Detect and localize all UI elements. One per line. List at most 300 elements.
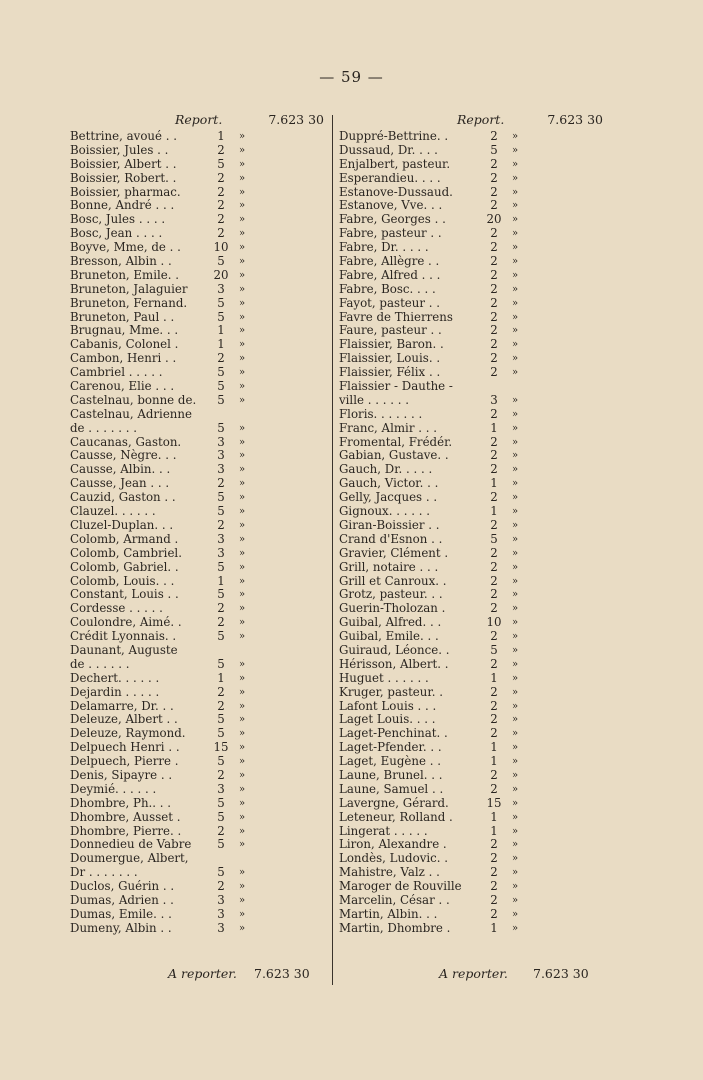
entry-name: Donnedieu de Vabre (70, 838, 192, 852)
entry-name: Gabian, Gustave. . (339, 449, 449, 463)
entry-name: Cordesse . . . . . (70, 602, 163, 616)
entry-amount: 5 (217, 712, 225, 727)
entry-amount: 2 (217, 351, 225, 366)
entry-name: Boissier, Albert . . (70, 157, 177, 171)
list-item (70, 172, 324, 186)
list-item (70, 130, 324, 144)
entry-name: Flaissier, Baron. . (339, 338, 444, 352)
entry-name: Boissier, Robert. . (70, 171, 177, 185)
entry-amount: 2 (217, 142, 225, 157)
entry-decimal: » (511, 603, 519, 615)
entry-decimal: » (511, 825, 519, 837)
list-item (339, 241, 595, 255)
entry-amount: 3 (217, 920, 225, 935)
entry-name: Guerin-Tholozan . (339, 602, 446, 616)
list-item (339, 811, 595, 825)
entry-amount: 1 (490, 420, 498, 435)
entry-decimal: » (511, 728, 519, 740)
entry-decimal: » (238, 686, 246, 698)
entry-decimal: » (238, 811, 246, 823)
entry-name: Enjalbert, pasteur. (339, 157, 451, 171)
entry-name: Bosc, Jules . . . . (70, 213, 166, 227)
entry-decimal: » (238, 728, 246, 740)
entry-name: de . . . . . . . (70, 421, 138, 435)
entry-decimal: » (238, 172, 246, 184)
entry-decimal: » (238, 839, 246, 851)
entry-amount: 2 (490, 865, 498, 880)
entry-name: Fabre, Bosc. . . . (339, 282, 436, 296)
entry-amount: 3 (217, 281, 225, 296)
entry-amount: 3 (217, 462, 225, 477)
list-item (339, 630, 595, 644)
entry-amount: 1 (217, 337, 225, 352)
entry-decimal: » (511, 297, 519, 309)
entry-amount: 2 (490, 295, 498, 310)
entry-amount: 1 (490, 504, 498, 519)
list-item (339, 477, 595, 491)
entry-decimal: » (511, 269, 519, 281)
entry-name: Laget Louis. . . . (339, 713, 436, 727)
entry-name: Gelly, Jacques . . (339, 491, 438, 505)
entry-amount: 2 (490, 240, 498, 255)
list-item (70, 658, 324, 672)
entry-decimal: » (511, 172, 519, 184)
entry-amount: 2 (490, 684, 498, 699)
footer-value: 7.623 30 (533, 966, 589, 981)
entry-name: Flaissier, Louis. . (339, 352, 441, 366)
entry-decimal: » (511, 922, 519, 934)
entry-name: Boyve, Mme, de . . (70, 241, 181, 255)
carry-value: 7.623 30 (547, 112, 603, 127)
entry-amount: 5 (217, 629, 225, 644)
list-item (339, 755, 595, 769)
entry-amount: 2 (490, 851, 498, 866)
entry-amount: 2 (490, 767, 498, 782)
entry-decimal: » (238, 922, 246, 934)
entry-decimal: » (238, 700, 246, 712)
entry-decimal: » (238, 881, 246, 893)
entry-decimal: » (511, 631, 519, 643)
entry-decimal: » (511, 464, 519, 476)
entry-amount: 5 (217, 754, 225, 769)
entry-name: Dhombre, Ph.. . . (70, 796, 172, 810)
entry-decimal: » (511, 422, 519, 434)
entry-name: Guiraud, Léonce. . (339, 643, 450, 657)
list-item (339, 866, 595, 880)
entry-amount: 1 (217, 573, 225, 588)
entry-decimal: » (238, 547, 246, 559)
entry-amount: 5 (217, 254, 225, 269)
entry-decimal: » (238, 783, 246, 795)
entry-amount: 2 (217, 226, 225, 241)
carry-label: Report. (175, 112, 223, 127)
entry-amount: 2 (217, 601, 225, 616)
list-item (70, 297, 324, 311)
entry-decimal: » (238, 825, 246, 837)
list-item (70, 533, 324, 547)
list-item (70, 644, 324, 658)
entry-name: Deleuze, Raymond. (70, 727, 186, 741)
list-item (70, 755, 324, 769)
entry-amount: 5 (217, 379, 225, 394)
list-item (339, 713, 595, 727)
entry-decimal: » (511, 200, 519, 212)
entry-amount: 2 (490, 226, 498, 241)
entry-amount: 5 (217, 809, 225, 824)
entry-name: Fabre, Georges . . (339, 213, 446, 227)
list-item (339, 616, 595, 630)
entry-decimal: » (238, 186, 246, 198)
list-item (70, 338, 324, 352)
entry-decimal: » (511, 742, 519, 754)
entry-decimal: » (238, 214, 246, 226)
entry-decimal: » (511, 214, 519, 226)
list-item (339, 825, 595, 839)
entry-decimal: » (238, 478, 246, 490)
entry-decimal: » (511, 672, 519, 684)
entry-name: Gignoux. . . . . . (339, 505, 430, 519)
list-item (70, 616, 324, 630)
entry-amount: 5 (490, 642, 498, 657)
list-item (70, 700, 324, 714)
entry-amount: 2 (490, 198, 498, 213)
list-item (70, 575, 324, 589)
entry-amount: 5 (490, 142, 498, 157)
entry-name: Favre de Thierrens (339, 310, 453, 324)
entry-decimal: » (511, 339, 519, 351)
list-item (70, 422, 324, 436)
list-item (70, 255, 324, 269)
entry-amount: 2 (490, 587, 498, 602)
entry-name: Gauch, Victor. . . (339, 477, 439, 491)
entry-name: Flaissier - Dauthe - (339, 380, 453, 394)
entry-name: Dhombre, Pierre. . (70, 824, 182, 838)
list-item (70, 894, 324, 908)
entry-decimal: » (511, 783, 519, 795)
entry-amount: 2 (490, 559, 498, 574)
entry-name: Bonne, André . . . (70, 199, 175, 213)
entry-name: Bosc, Jean . . . . (70, 227, 163, 241)
entry-decimal: » (511, 228, 519, 240)
column-divider (332, 115, 333, 985)
entry-amount: 15 (213, 740, 229, 755)
list-item (70, 686, 324, 700)
list-item (339, 186, 595, 200)
list-item (70, 825, 324, 839)
entry-amount: 2 (490, 462, 498, 477)
entry-amount: 10 (213, 240, 229, 255)
entry-amount: 5 (217, 656, 225, 671)
entry-amount: 5 (217, 726, 225, 741)
list-item (70, 491, 324, 505)
entry-name: Kruger, pasteur. . (339, 685, 443, 699)
entry-decimal: » (511, 714, 519, 726)
entry-name: Deleuze, Albert . . (70, 713, 178, 727)
entry-amount: 2 (490, 892, 498, 907)
entry-name: Dumeny, Albin . . (70, 921, 172, 935)
list-item (339, 394, 595, 408)
entry-decimal: » (511, 436, 519, 448)
footer-left (70, 966, 324, 982)
entry-name: Colomb, Gabriel. . (70, 560, 179, 574)
entry-name: Carenou, Elie . . . (70, 380, 175, 394)
entry-amount: 2 (490, 170, 498, 185)
list-item (70, 213, 324, 227)
entry-name: Causse, Jean . . . (70, 477, 170, 491)
entry-decimal: » (238, 131, 246, 142)
entry-decimal: » (238, 464, 246, 476)
entry-name: Grill, notaire . . . (339, 560, 439, 574)
entry-decimal: » (238, 756, 246, 768)
list-item (339, 672, 595, 686)
entry-name: Dhombre, Ausset . (70, 810, 181, 824)
entry-decimal: » (238, 533, 246, 545)
list-item (70, 547, 324, 561)
list-item (339, 352, 595, 366)
entry-amount (210, 852, 232, 866)
entry-name: Dumas, Emile. . . (70, 907, 172, 921)
list-item (70, 561, 324, 575)
entry-amount: 5 (217, 295, 225, 310)
entry-amount: 20 (486, 212, 502, 227)
entry-amount: 2 (217, 184, 225, 199)
entry-name: Castelnau, Adrienne (70, 407, 192, 421)
entry-amount: 2 (490, 406, 498, 421)
entry-decimal: » (238, 158, 246, 170)
entry-decimal: » (511, 131, 519, 142)
entry-name: Colomb, Armand . (70, 532, 179, 546)
entry-name: Fabre, Dr. . . . . (339, 241, 429, 255)
entry-decimal: » (238, 672, 246, 684)
entry-name: Liron, Alexandre . (339, 838, 447, 852)
entry-decimal: » (238, 256, 246, 268)
list-item (339, 783, 595, 797)
list-item (339, 227, 595, 241)
entry-decimal: » (511, 561, 519, 573)
entry-decimal: » (511, 158, 519, 170)
entry-amount: 2 (490, 573, 498, 588)
entry-decimal: » (511, 325, 519, 337)
entry-decimal: » (238, 658, 246, 670)
entry-decimal: » (238, 339, 246, 351)
left-column (70, 112, 324, 936)
list-item (339, 297, 595, 311)
entry-decimal: » (511, 519, 519, 531)
list-item (70, 227, 324, 241)
entry-amount: 2 (217, 823, 225, 838)
entry-name: Bresson, Albin . . (70, 255, 172, 269)
entry-decimal: » (238, 311, 246, 323)
carry-value: 7.623 30 (268, 112, 324, 127)
list-item (339, 922, 595, 936)
entry-name: Martin, Albin. . . (339, 907, 438, 921)
entry-name: Estanove, Vve. . . (339, 199, 443, 213)
list-item (339, 519, 595, 533)
list-item (70, 672, 324, 686)
entry-amount: 2 (490, 365, 498, 380)
list-item (339, 408, 595, 422)
page-number: — 59 — (319, 68, 384, 86)
entry-amount: 2 (490, 254, 498, 269)
entry-name: Colomb, Cambriel. (70, 546, 182, 560)
entry-amount: 2 (490, 698, 498, 713)
entry-decimal: » (511, 686, 519, 698)
list-item (339, 700, 595, 714)
list-item (70, 602, 324, 616)
entry-decimal: » (511, 908, 519, 920)
entry-decimal: » (511, 242, 519, 254)
list-item (339, 505, 595, 519)
entry-name: Fabre, pasteur . . (339, 227, 442, 241)
entry-amount: 5 (217, 420, 225, 435)
footer-value: 7.623 30 (254, 966, 310, 981)
entry-decimal: » (511, 617, 519, 629)
entry-name: Cabanis, Colonel . (70, 338, 179, 352)
entry-name: Laune, Brunel. . . (339, 768, 443, 782)
entry-name: Duppré-Bettrine. . (339, 130, 449, 143)
list-item (339, 588, 595, 602)
entry-amount: 5 (217, 309, 225, 324)
list-item (70, 158, 324, 172)
footer-label: A reporter. (439, 966, 508, 981)
entry-decimal: » (238, 797, 246, 809)
subscriber-list-right (339, 130, 595, 936)
entry-amount: 3 (217, 448, 225, 463)
list-item (339, 172, 595, 186)
list-item (70, 311, 324, 325)
entry-amount: 2 (217, 517, 225, 532)
entry-name: Lafont Louis . . . (339, 699, 437, 713)
entry-amount: 5 (217, 837, 225, 852)
entry-decimal: » (511, 797, 519, 809)
entry-amount (483, 380, 505, 394)
list-item (70, 838, 324, 852)
list-item (70, 880, 324, 894)
entry-name: Londès, Ludovic. . (339, 852, 449, 866)
entry-amount: 2 (490, 837, 498, 852)
list-item (70, 283, 324, 297)
list-item (339, 727, 595, 741)
entry-name: Gauch, Dr. . . . . (339, 463, 433, 477)
entry-name: Huguet . . . . . . (339, 671, 429, 685)
entry-amount: 3 (217, 892, 225, 907)
entry-amount: 3 (217, 531, 225, 546)
entry-decimal: » (238, 867, 246, 879)
list-item (70, 449, 324, 463)
list-item (70, 630, 324, 644)
entry-name: Grill et Canroux. . (339, 574, 447, 588)
list-item (70, 477, 324, 491)
entry-decimal: » (238, 144, 246, 156)
entry-decimal: » (511, 811, 519, 823)
entry-name: Bruneton, Emile. . (70, 268, 180, 282)
list-item (70, 394, 324, 408)
right-column (339, 112, 603, 936)
entry-amount: 2 (490, 323, 498, 338)
entry-decimal: » (238, 325, 246, 337)
entry-decimal: » (511, 575, 519, 587)
entry-name: Laune, Samuel . . (339, 782, 444, 796)
entry-decimal: » (511, 506, 519, 518)
entry-amount: 1 (490, 809, 498, 824)
list-item (70, 436, 324, 450)
entry-amount: 2 (217, 212, 225, 227)
entry-amount: 1 (490, 670, 498, 685)
entry-amount: 2 (490, 337, 498, 352)
entry-amount (210, 408, 232, 422)
entry-amount: 2 (217, 684, 225, 699)
entry-decimal: » (511, 533, 519, 545)
list-item (339, 741, 595, 755)
entry-amount: 2 (490, 434, 498, 449)
entry-decimal: » (238, 908, 246, 920)
entry-decimal: » (511, 853, 519, 865)
list-item (339, 158, 595, 172)
list-item (70, 186, 324, 200)
entry-decimal: » (238, 506, 246, 518)
entry-decimal: » (238, 242, 246, 254)
list-item (339, 852, 595, 866)
entry-name: Floris. . . . . . . (339, 407, 423, 421)
entry-decimal (232, 852, 252, 866)
entry-name: de . . . . . . (70, 657, 130, 671)
list-item (339, 491, 595, 505)
list-item (70, 922, 324, 936)
list-item (339, 311, 595, 325)
list-item (339, 449, 595, 463)
entry-decimal: » (238, 228, 246, 240)
entry-amount: 1 (490, 920, 498, 935)
entry-amount: 2 (490, 712, 498, 727)
entry-decimal: » (511, 478, 519, 490)
entry-name: Cluzel-Duplan. . . (70, 518, 174, 532)
list-item (339, 686, 595, 700)
list-item (339, 144, 595, 158)
entry-name: Laget-Pfender. . . (339, 741, 442, 755)
entry-amount: 2 (490, 656, 498, 671)
entry-name: Estanove-Dussaud. (339, 185, 453, 199)
entry-name: Maroger de Rouville (339, 880, 462, 894)
entry-name: Guibal, Emile. . . (339, 630, 439, 644)
entry-name: ville . . . . . . (339, 393, 409, 407)
entry-name: Hérisson, Albert. . (339, 657, 449, 671)
entry-decimal: » (511, 408, 519, 420)
list-item (70, 727, 324, 741)
entry-decimal: » (238, 769, 246, 781)
entry-name: Gravier, Clément . (339, 546, 449, 560)
entry-name: Laget, Eugène . . (339, 755, 441, 769)
entry-amount: 2 (490, 545, 498, 560)
entry-decimal: » (511, 881, 519, 893)
entry-amount: 2 (217, 198, 225, 213)
entry-amount: 1 (490, 823, 498, 838)
list-item (339, 658, 595, 672)
entry-amount: 5 (217, 504, 225, 519)
list-item (339, 644, 595, 658)
entry-name: Fromental, Frédér. (339, 435, 453, 449)
entry-decimal: » (238, 492, 246, 504)
entry-name: Leteneur, Rolland . (339, 810, 453, 824)
entry-amount: 5 (490, 531, 498, 546)
entry-decimal: » (511, 186, 519, 198)
list-item (339, 366, 595, 380)
entry-amount: 2 (490, 184, 498, 199)
list-item (70, 199, 324, 213)
entry-decimal: » (238, 353, 246, 365)
entry-decimal: » (511, 839, 519, 851)
list-item (339, 838, 595, 852)
list-item (339, 533, 595, 547)
